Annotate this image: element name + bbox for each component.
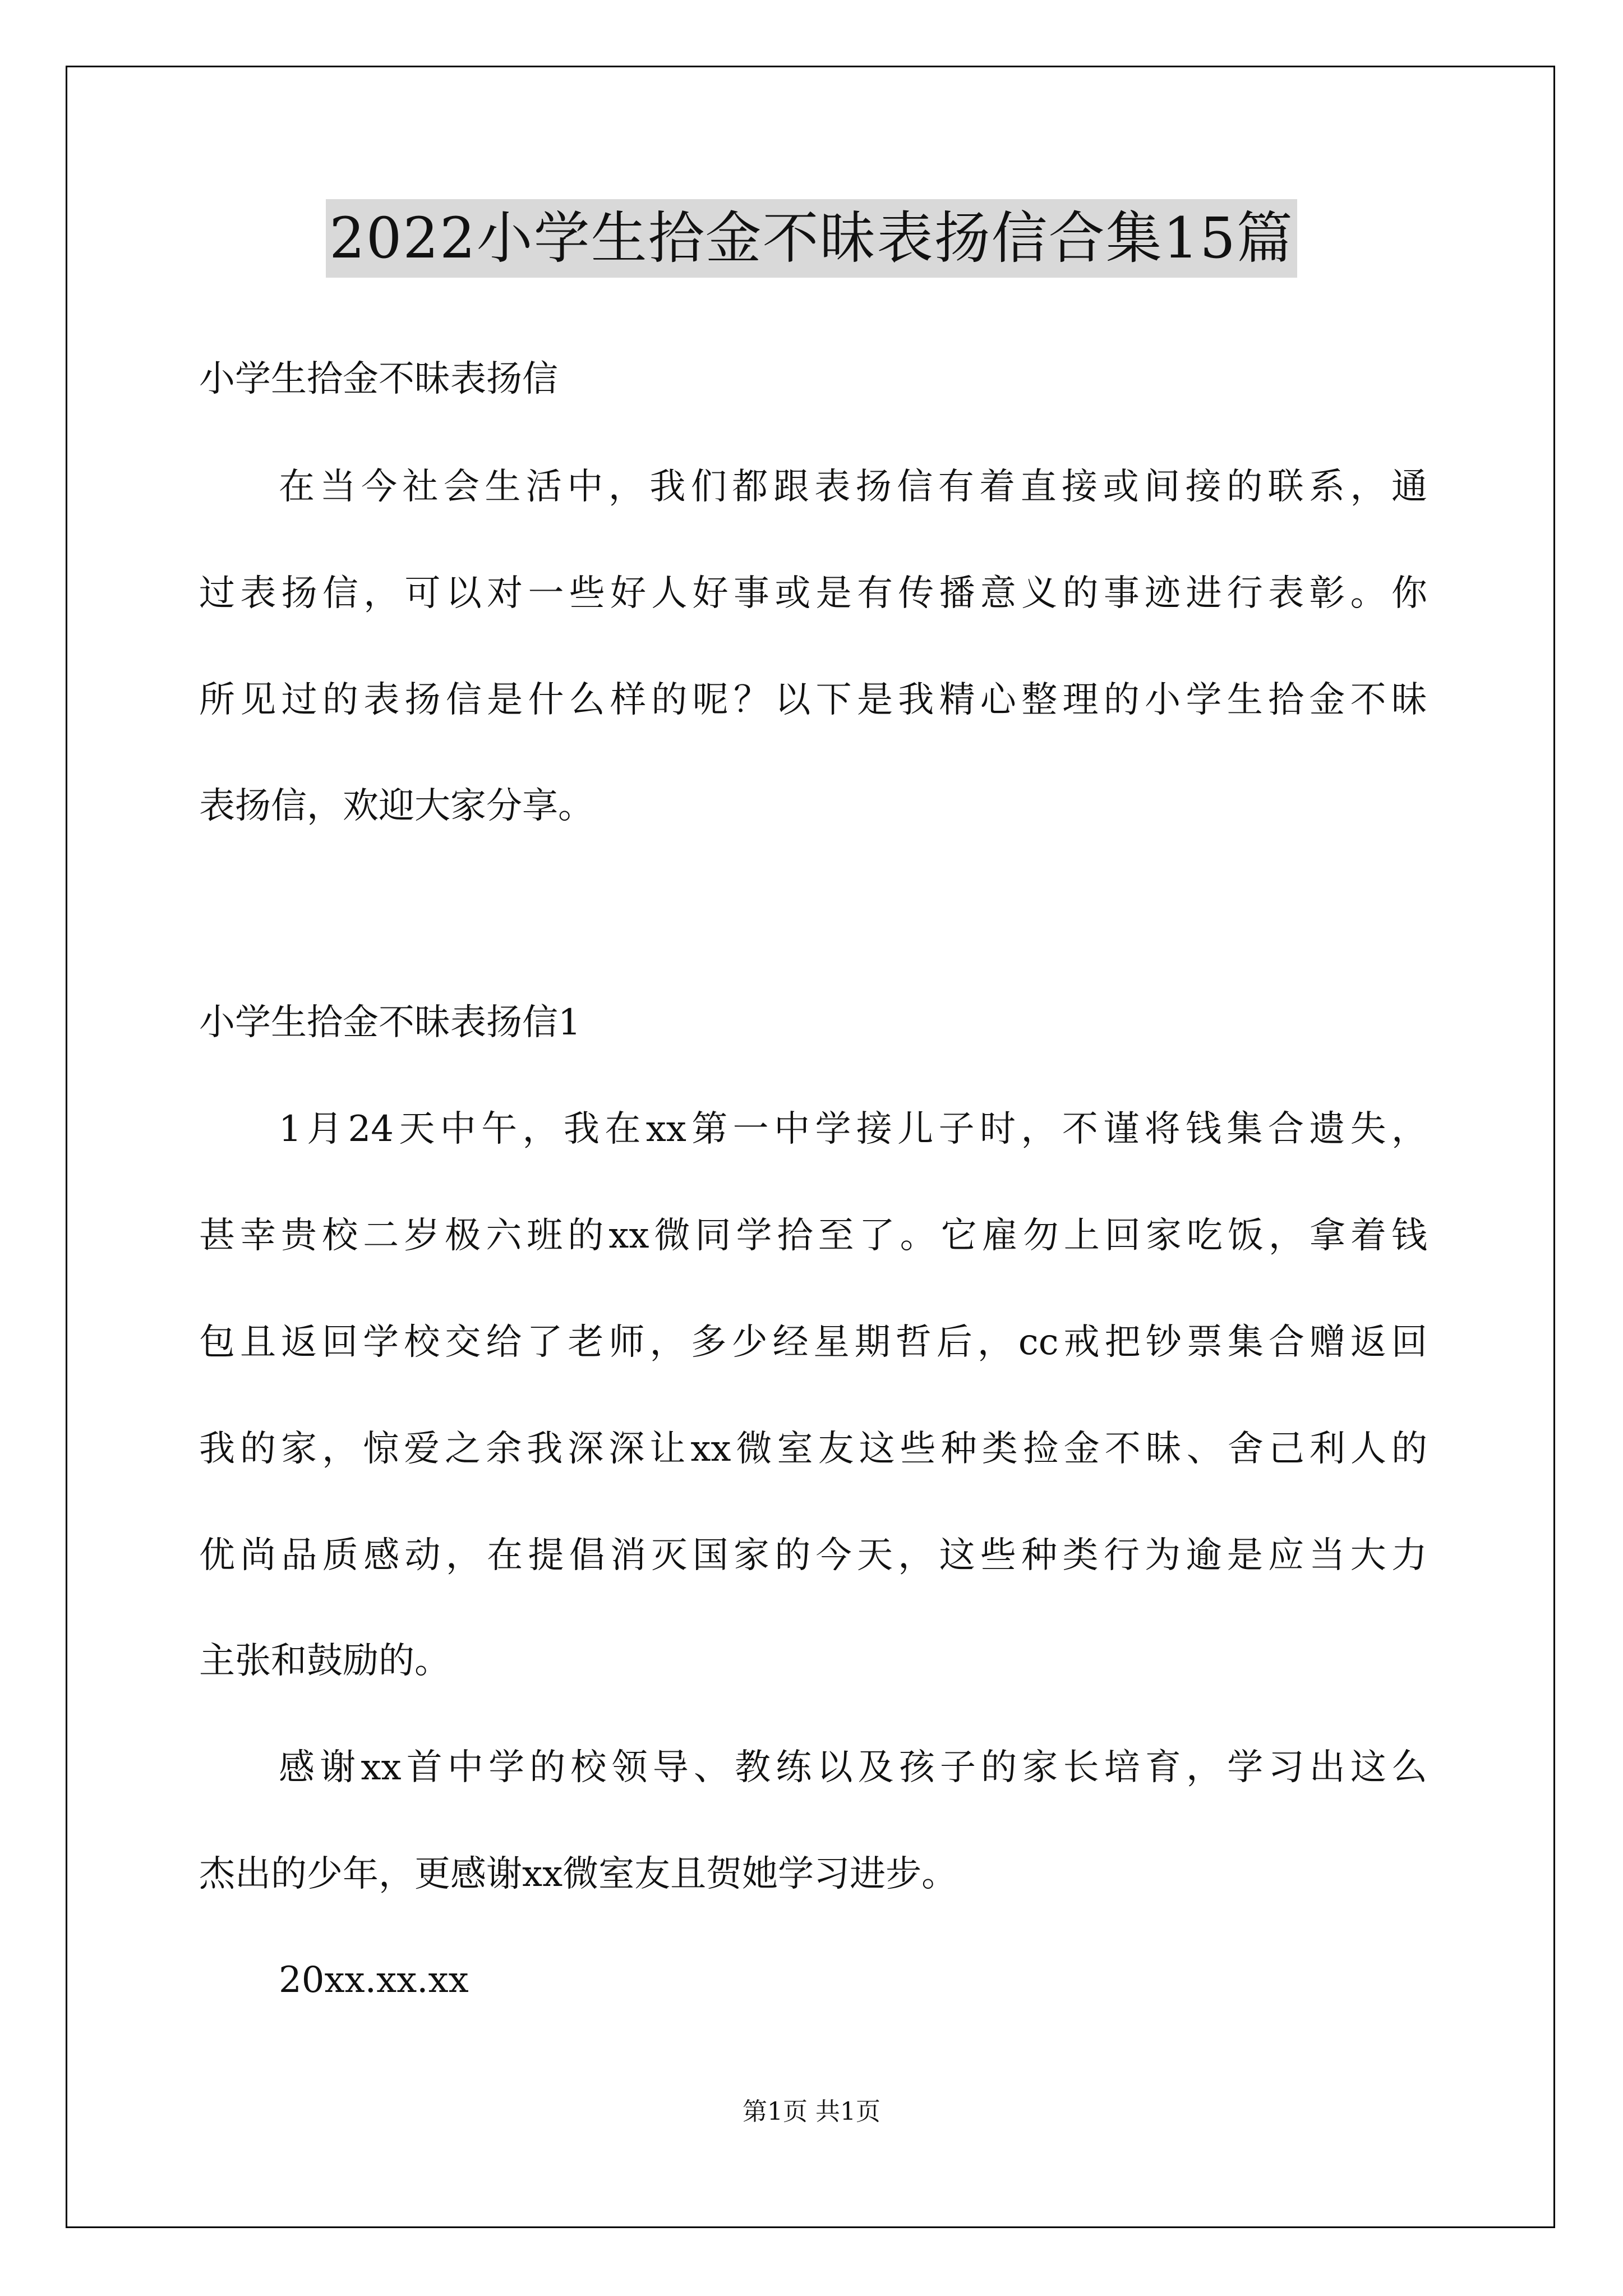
title-container [0,199,1623,278]
intro-line: 表扬信，欢迎大家分享。 [199,785,594,827]
page-footer: 第1页 共1页 [743,2097,880,2126]
body-line: 1月24天中午，我在xx第一中学接儿子时，不谨将钱集合遗失， [279,1108,1427,1150]
body-line: 杰出的少年，更感谢xx微室友且贺她学习进步。 [199,1853,958,1895]
letter-date: 20xx.xx.xx [279,1959,469,2001]
body-line: 我的家，惊爱之余我深深让xx微室友这些种类捡金不昧、舍己利人的 [199,1428,1427,1470]
intro-line: 过表扬信，可以对一些好人好事或是有传播意义的事迹进行表彰。你 [199,573,1427,614]
body-line: 甚幸贵校二岁极六班的xx微同学拾至了。它雇勿上回家吃饭，拿着钱 [199,1215,1427,1257]
section-heading: 小学生拾金不昧表扬信1 [199,1002,581,1043]
intro-line: 所见过的表扬信是什么样的呢？以下是我精心整理的小学生拾金不昧 [199,679,1427,721]
intro-heading: 小学生拾金不昧表扬信 [199,358,558,400]
body-line: 优尚品质感动，在提倡消灭国家的今天，这些种类行为逾是应当大力 [199,1535,1427,1576]
body-line: 感谢xx首中学的校领导、教练以及孩子的家长培育，学习出这么 [279,1747,1427,1788]
document-title: 2022小学生拾金不昧表扬信合集15篇 [326,199,1297,278]
intro-line: 在当今社会生活中，我们都跟表扬信有着直接或间接的联系，通 [279,466,1427,508]
body-line: 主张和鼓励的。 [199,1640,450,1682]
body-line: 包且返回学校交给了老师，多少经星期哲后，cc戒把钞票集合赠返回 [199,1322,1427,1363]
